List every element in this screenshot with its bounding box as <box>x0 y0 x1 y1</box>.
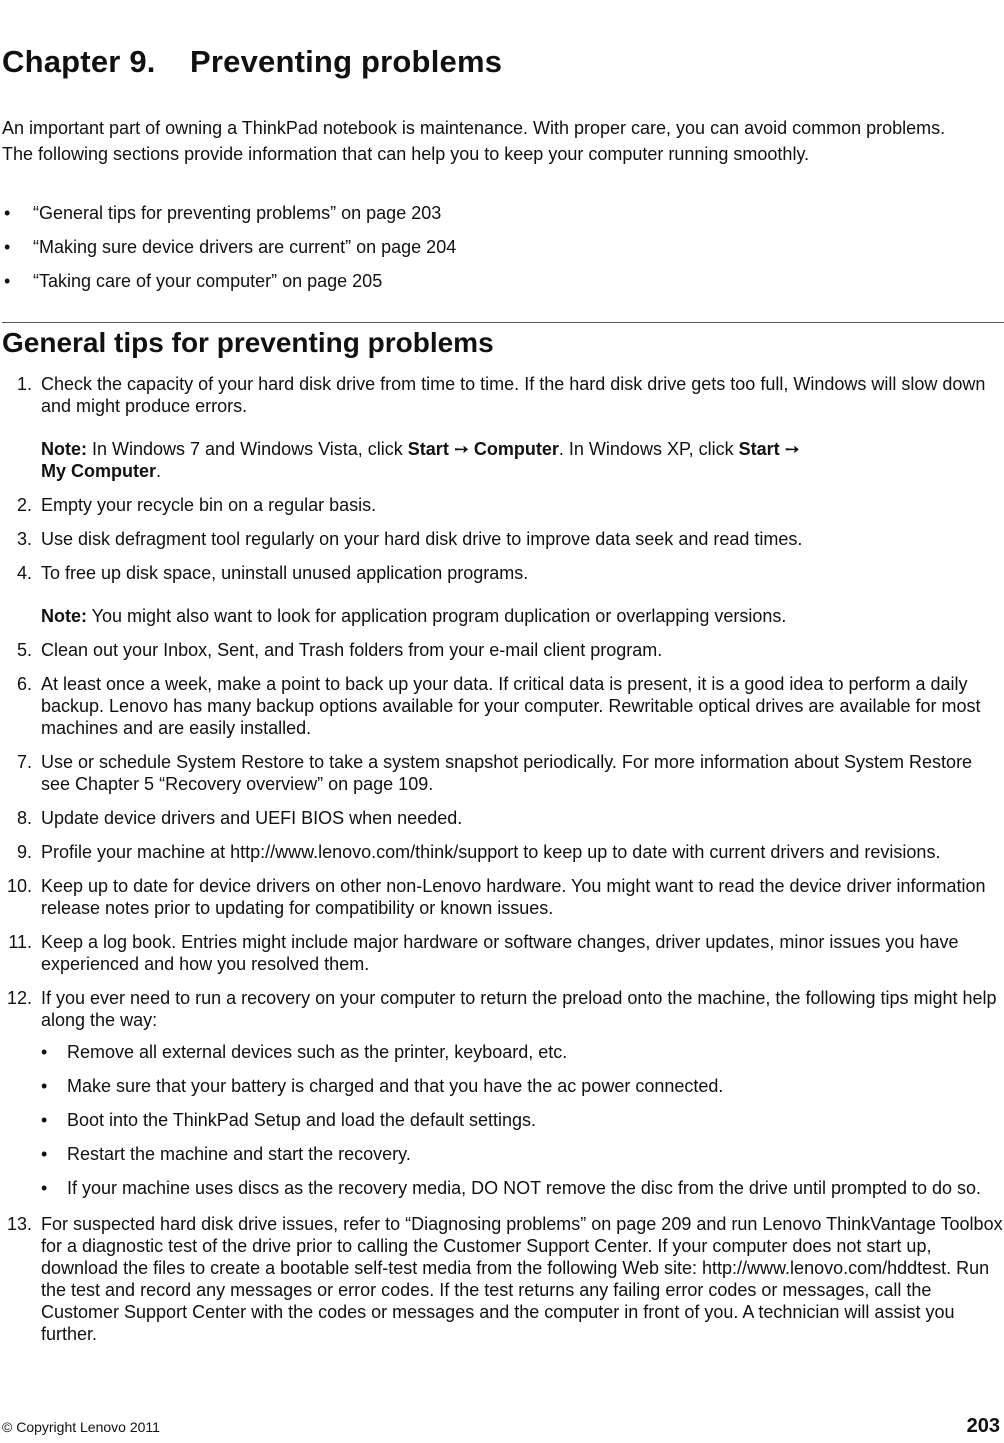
bullet-icon: • <box>41 1076 48 1096</box>
bullet-icon: • <box>4 271 11 291</box>
note-label: Note: <box>41 439 87 459</box>
tip-text: To free up disk space, uninstall unused application programs. <box>41 563 529 583</box>
bullet-icon: • <box>41 1042 48 1062</box>
note-block <box>41 605 1004 627</box>
section-link-item[interactable] <box>0 200 456 234</box>
tip-item <box>0 931 1004 975</box>
recovery-tips-list <box>41 1039 1004 1201</box>
tip-item <box>0 987 1004 1201</box>
tip-item <box>0 807 1004 829</box>
tips-list <box>0 373 1004 1357</box>
tip-text: Check the capacity of your hard disk drive from time to time. If the hard disk drive gets too full, Windows will slow down and might produce errors. <box>41 374 986 416</box>
recovery-tip-text: Make sure that your battery is charged and that you have the ac power connected. <box>67 1076 724 1096</box>
tip-item <box>0 1213 1004 1345</box>
tip-text: Update device drivers and UEFI BIOS when needed. <box>41 808 463 828</box>
note-text: . <box>156 461 162 481</box>
tip-item <box>0 373 1004 482</box>
bullet-icon: • <box>41 1178 48 1198</box>
tip-number: 5. <box>16 640 32 660</box>
recovery-tip-item <box>41 1141 1004 1167</box>
tip-item <box>0 562 1004 627</box>
tip-number: 11. <box>8 932 32 952</box>
tip-number: 3. <box>16 529 32 549</box>
arrow-icon: ➙ <box>448 439 474 459</box>
tip-item <box>0 528 1004 550</box>
tip-text: Profile your machine at http://www.lenovo.com/think/support to keep up to date with current drivers and revisions. <box>41 842 941 862</box>
tip-item <box>0 639 1004 661</box>
note-text: In Windows 7 and Windows Vista, click <box>87 439 408 459</box>
recovery-tip-text: Restart the machine and start the recovery. <box>67 1144 411 1164</box>
recovery-tip-item <box>41 1107 1004 1133</box>
recovery-tip-item <box>41 1175 1004 1201</box>
section-link-item[interactable] <box>0 268 456 302</box>
section-link-text[interactable]: “General tips for preventing problems” on page 203 <box>33 203 442 223</box>
recovery-tip-item <box>41 1039 1004 1065</box>
recovery-tip-text: If your machine uses discs as the recovery media, DO NOT remove the disc from the drive until prompted to do so. <box>67 1178 982 1198</box>
section-link-text[interactable]: “Making sure device drivers are current” on page 204 <box>33 237 457 257</box>
my-computer-menu-label: My Computer <box>41 461 157 481</box>
tip-text: Keep a log book. Entries might include major hardware or software changes, driver updates, minor issues you have experienced and how you resolved them. <box>41 932 959 974</box>
tip-text: Use or schedule System Restore to take a system snapshot periodically. For more information about System Restore see Chapter 5 “Recovery overview” on page 109. <box>41 752 973 794</box>
tip-text: Use disk defragment tool regularly on your hard disk drive to improve data seek and read times. <box>41 529 803 549</box>
recovery-tip-text: Boot into the ThinkPad Setup and load the default settings. <box>67 1110 537 1130</box>
bullet-icon: • <box>41 1110 48 1130</box>
copyright-footer: © Copyright Lenovo 2011 <box>2 1419 160 1435</box>
tip-number: 13. <box>6 1214 32 1234</box>
note-label: Note: <box>41 606 87 626</box>
section-divider <box>2 322 1004 323</box>
arrow-icon: ➙ <box>779 439 800 459</box>
tip-number: 2. <box>16 495 32 515</box>
bullet-icon: • <box>4 203 11 223</box>
note-text: You might also want to look for application program duplication or overlapping versions. <box>87 606 787 626</box>
start-menu-label: Start <box>738 439 780 459</box>
bullet-icon: • <box>4 237 11 257</box>
intro-paragraph: An important part of owning a ThinkPad notebook is maintenance. With proper care, you can avoid common problems. The following sections provide information that can help you to keep your computer running smoothly. <box>2 118 946 164</box>
tip-number: 9. <box>16 842 32 862</box>
tip-item <box>0 494 1004 516</box>
tip-number: 6. <box>16 674 32 694</box>
tip-text: If you ever need to run a recovery on your computer to return the preload onto the machine, the following tips might help along the way: <box>41 988 997 1030</box>
bullet-icon: • <box>41 1144 48 1164</box>
chapter-number: Chapter 9. <box>2 44 156 79</box>
tip-number: 4. <box>16 563 32 583</box>
computer-menu-label: Computer <box>473 439 559 459</box>
tip-text: Clean out your Inbox, Sent, and Trash folders from your e-mail client program. <box>41 640 663 660</box>
section-link-list <box>0 200 456 302</box>
section-link-text[interactable]: “Taking care of your computer” on page 205 <box>33 271 383 291</box>
tip-number: 10. <box>6 876 32 896</box>
tip-item <box>0 841 1004 863</box>
tip-number: 7. <box>16 752 32 772</box>
tip-item <box>0 673 1004 739</box>
chapter-title <box>2 44 502 80</box>
page-number: 203 <box>966 1415 1000 1437</box>
recovery-tip-item <box>41 1073 1004 1099</box>
tip-text: For suspected hard disk drive issues, refer to “Diagnosing problems” on page 209 and run Lenovo ThinkVantage Toolbox for a diagnostic test of the drive prior to calling the Customer Support Center. If your computer does not start up, download the files to create a bootable self-test media from the following Web site: http://www.lenovo.com/hddtest. Run the test and record any messages or error codes. If the test returns any failing error codes or messages, call the Customer Support Center with the codes or messages and the computer in front of you. A technician will assist you further. <box>41 1214 1003 1344</box>
tip-item <box>0 751 1004 795</box>
tip-item <box>0 875 1004 919</box>
tip-number: 12. <box>6 988 32 1008</box>
note-text: . In Windows XP, click <box>558 439 739 459</box>
section-link-item[interactable] <box>0 234 456 268</box>
chapter-name: Preventing problems <box>190 44 503 79</box>
start-menu-label: Start <box>407 439 449 459</box>
tip-text: Empty your recycle bin on a regular basis. <box>41 495 377 515</box>
note-block <box>41 438 1004 482</box>
recovery-tip-text: Remove all external devices such as the printer, keyboard, etc. <box>67 1042 568 1062</box>
tip-number: 1. <box>16 374 32 394</box>
tip-text: At least once a week, make a point to back up your data. If critical data is present, it is a good idea to perform a daily backup. Lenovo has many backup options available for your computer. Rewritable optical drives are available for most machines and are easily installed. <box>41 674 981 738</box>
tip-text: Keep up to date for device drivers on other non-Lenovo hardware. You might want to read the device driver information release notes prior to updating for compatibility or known issues. <box>41 876 986 918</box>
tip-number: 8. <box>16 808 32 828</box>
section-heading: General tips for preventing problems <box>2 327 494 358</box>
